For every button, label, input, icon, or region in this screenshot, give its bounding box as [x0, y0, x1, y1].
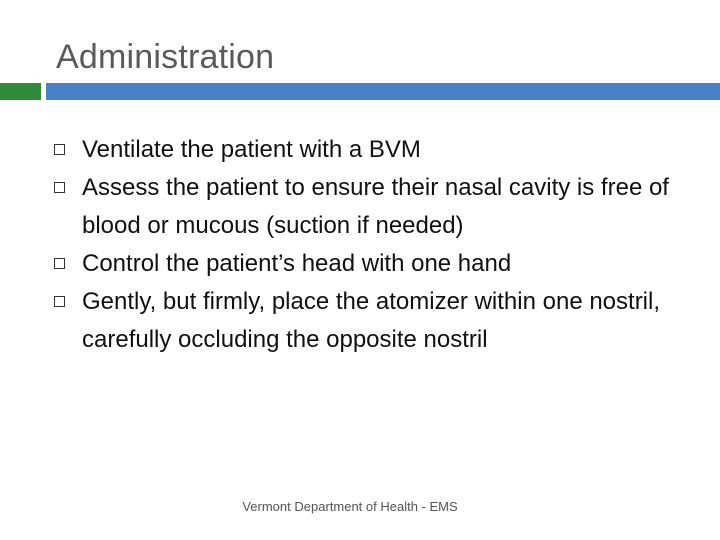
title-rule-blue-segment: [46, 83, 720, 100]
bullet-text: Assess the patient to ensure their nasal cavity is free of blood or mucous (suction if needed): [82, 174, 669, 239]
bullet-item-place-atomizer: [0, 283, 682, 359]
square-bullet-icon: [54, 182, 65, 193]
bullet-item-control-head: [0, 245, 682, 283]
bullet-item-assess: [0, 169, 682, 245]
bullet-text: Ventilate the patient with a BVM: [82, 136, 421, 163]
bullet-text: Gently, but firmly, place the atomizer within one nostril, carefully occluding the opposite nostril: [82, 288, 661, 353]
bullet-list: [0, 131, 720, 359]
square-bullet-icon: [54, 296, 65, 307]
square-bullet-icon: [54, 258, 65, 269]
square-bullet-icon: [54, 144, 65, 155]
slide-title: Administration: [56, 38, 275, 76]
slide-footer: Vermont Department of Health - EMS: [242, 499, 458, 514]
bullet-item-ventilate: [0, 131, 682, 169]
title-rule-green-segment: [0, 83, 41, 100]
bullet-text: Control the patient’s head with one hand: [82, 250, 512, 277]
